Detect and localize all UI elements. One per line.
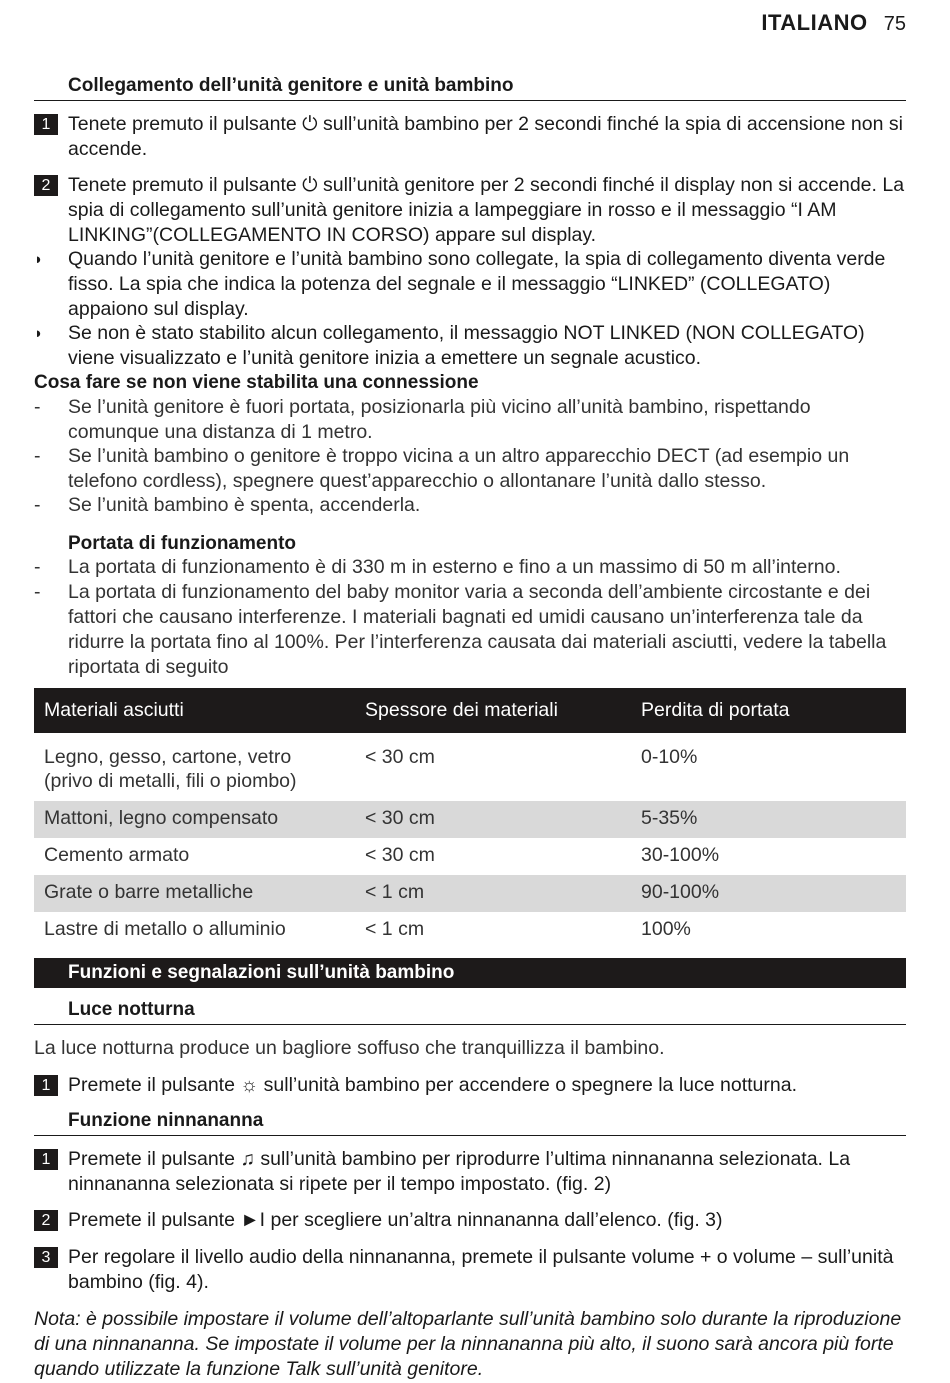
table-cell: 5-35%	[631, 801, 906, 838]
table-cell: Legno, gesso, cartone, vetro (privo di metalli, fili o piombo)	[44, 746, 297, 792]
lullaby-title: Funzione ninnananna	[34, 1108, 906, 1136]
item-text: Se l’unità bambino è spenta, accenderla.	[68, 494, 421, 516]
table-cell: Cemento armato	[44, 844, 190, 866]
table-cell: 100%	[641, 918, 691, 940]
step-text: Tenete premuto il pulsante ⏻ sull’unità genitore per 2 secondi finché il display non si accende. La spia di collegamento sull’unità genitore inizia a lampeggiare in rosso e il messaggio “I AM LINKING”(COLLEGAMENTO IN CORSO) appare sul display.	[68, 174, 905, 246]
nightlight-intro: La luce notturna produce un bagliore soffuso che tranquillizza il bambino.	[34, 1037, 665, 1059]
step-nightlight	[34, 1073, 906, 1098]
step-text: Premete il pulsante ♫ sull’unità bambino per riprodurre l’ultima ninnananna selezionata. La ninnananna selezionata si ripete per il tempo impostato. (fig. 2)	[68, 1148, 851, 1195]
range-title: Portata di funzionamento	[68, 533, 296, 554]
table-cell: < 30 cm	[355, 801, 631, 838]
step-text: Per regolare il livello audio della ninnananna, premete il pulsante volume + o volume – sull’unità bambino (fig. 4).	[68, 1246, 894, 1293]
power-icon: ⏻	[302, 113, 318, 135]
table-cell: 30-100%	[641, 844, 720, 866]
column-header: Spessore dei materiali	[355, 688, 631, 733]
music-note-icon: ♫	[240, 1148, 255, 1170]
range-item	[34, 555, 906, 580]
dash-marker: -	[34, 556, 41, 578]
table-cell: < 30 cm	[365, 746, 435, 768]
note-paragraph: Nota: è possibile impostare il volume dell’altoparlante sull’unità bambino solo durante la riproduzione di una ninnananna. Se impostate il volume per la ninnananna più alto, il suono sarà ancora più forte quando utilizzate la funzione Talk sull’unità genitore.	[34, 1308, 902, 1380]
table-cell: 90-100%	[631, 875, 906, 912]
step-1-linking	[34, 112, 906, 162]
troubleshoot-title: Cosa fare se non viene stabilita una connessione	[34, 372, 479, 393]
step-text: Premete il pulsante ►I per scegliere un’altra ninnananna dall’elenco. (fig. 3)	[68, 1209, 723, 1231]
table-row	[34, 912, 906, 949]
language-label: ITALIANO	[761, 10, 868, 35]
section-title-functions: Funzioni e segnalazioni sull’unità bambino	[34, 958, 906, 988]
item-text: Se l’unità bambino o genitore è troppo vicina a un altro apparecchio DECT (ad esempio un telefono cordless), spegnere quest’apparecchio o allontanare l’unità dallo stesso.	[68, 445, 850, 492]
table-cell: < 30 cm	[365, 844, 435, 866]
materials-table	[34, 688, 906, 949]
step-lullaby-3	[34, 1245, 906, 1295]
bullet-marker-icon: ◗	[34, 325, 44, 342]
range-item	[34, 580, 906, 680]
table-cell: < 1 cm	[365, 918, 425, 940]
step-number-badge: 2	[34, 175, 58, 196]
item-text: La portata di funzionamento del baby monitor varia a seconda dell’ambiente circostante e dei fattori che causano interferenze. I materiali bagnati ed umidi causano un’interferenza tale da ridurre la portata fino al 100%. Per l’interferenza causata dai materiali asciutti, vedere la tabella riportata di seguito	[68, 581, 887, 678]
bullet-marker-icon: ◗	[34, 251, 44, 268]
next-track-icon: ►I	[240, 1209, 266, 1231]
table-row	[34, 838, 906, 875]
step-number-badge: 3	[34, 1247, 58, 1268]
troubleshoot-item	[34, 444, 906, 494]
step-lullaby-1	[34, 1147, 906, 1197]
table-cell: Mattoni, legno compensato	[34, 801, 355, 838]
dash-marker: -	[34, 396, 41, 418]
table-row	[34, 733, 906, 801]
troubleshoot-item	[34, 493, 906, 518]
step-text: Tenete premuto il pulsante ⏻ sull’unità bambino per 2 secondi finché la spia di accensione non si accende.	[68, 113, 903, 160]
table-row	[34, 801, 906, 838]
power-icon: ⏻	[302, 174, 318, 196]
item-text: La portata di funzionamento è di 330 m in esterno e fino a un massimo di 50 m all’interno.	[68, 556, 841, 578]
table-cell: 0-10%	[641, 746, 698, 768]
table-cell: < 1 cm	[355, 875, 631, 912]
bullet-text: Se non è stato stabilito alcun collegamento, il messaggio NOT LINKED (NON COLLEGATO) viene visualizzato e l’unità genitore inizia a emettere un segnale acustico.	[68, 322, 865, 369]
step-number-badge: 2	[34, 1210, 58, 1231]
page-number: 75	[883, 13, 906, 35]
dash-marker: -	[34, 445, 41, 467]
step-number-badge: 1	[34, 114, 58, 135]
step-text: Premete il pulsante ☼ sull’unità bambino per accendere o spegnere la luce notturna.	[68, 1074, 797, 1096]
column-header: Perdita di portata	[631, 688, 906, 733]
item-text: Se l’unità genitore è fuori portata, posizionarla più vicino all’unità bambino, rispettando comunque una distanza di 1 metro.	[68, 396, 811, 443]
nightlight-title: Luce notturna	[34, 997, 906, 1025]
table-row	[34, 875, 906, 912]
section-title-linking: Collegamento dell’unità genitore e unità bambino	[34, 73, 906, 101]
running-header	[761, 10, 906, 36]
result-bullet	[34, 321, 906, 371]
dash-marker: -	[34, 581, 41, 603]
column-header: Materiali asciutti	[34, 688, 355, 733]
table-cell: Grate o barre metalliche	[34, 875, 355, 912]
step-lullaby-2	[34, 1208, 906, 1233]
step-2-linking	[34, 173, 906, 248]
bullet-text: Quando l’unità genitore e l’unità bambino sono collegate, la spia di collegamento diventa verde fisso. La spia che indica la potenza del segnale e il messaggio “LINKED” (COLLEGATO) appaiono sul display.	[68, 248, 886, 320]
troubleshoot-item	[34, 395, 906, 445]
dash-marker: -	[34, 494, 41, 516]
table-cell: Lastre di metallo o alluminio	[44, 918, 286, 940]
nightlight-icon: ☼	[240, 1074, 259, 1096]
result-bullet	[34, 247, 906, 322]
table-header-row	[34, 688, 906, 733]
step-number-badge: 1	[34, 1149, 58, 1170]
step-number-badge: 1	[34, 1075, 58, 1096]
